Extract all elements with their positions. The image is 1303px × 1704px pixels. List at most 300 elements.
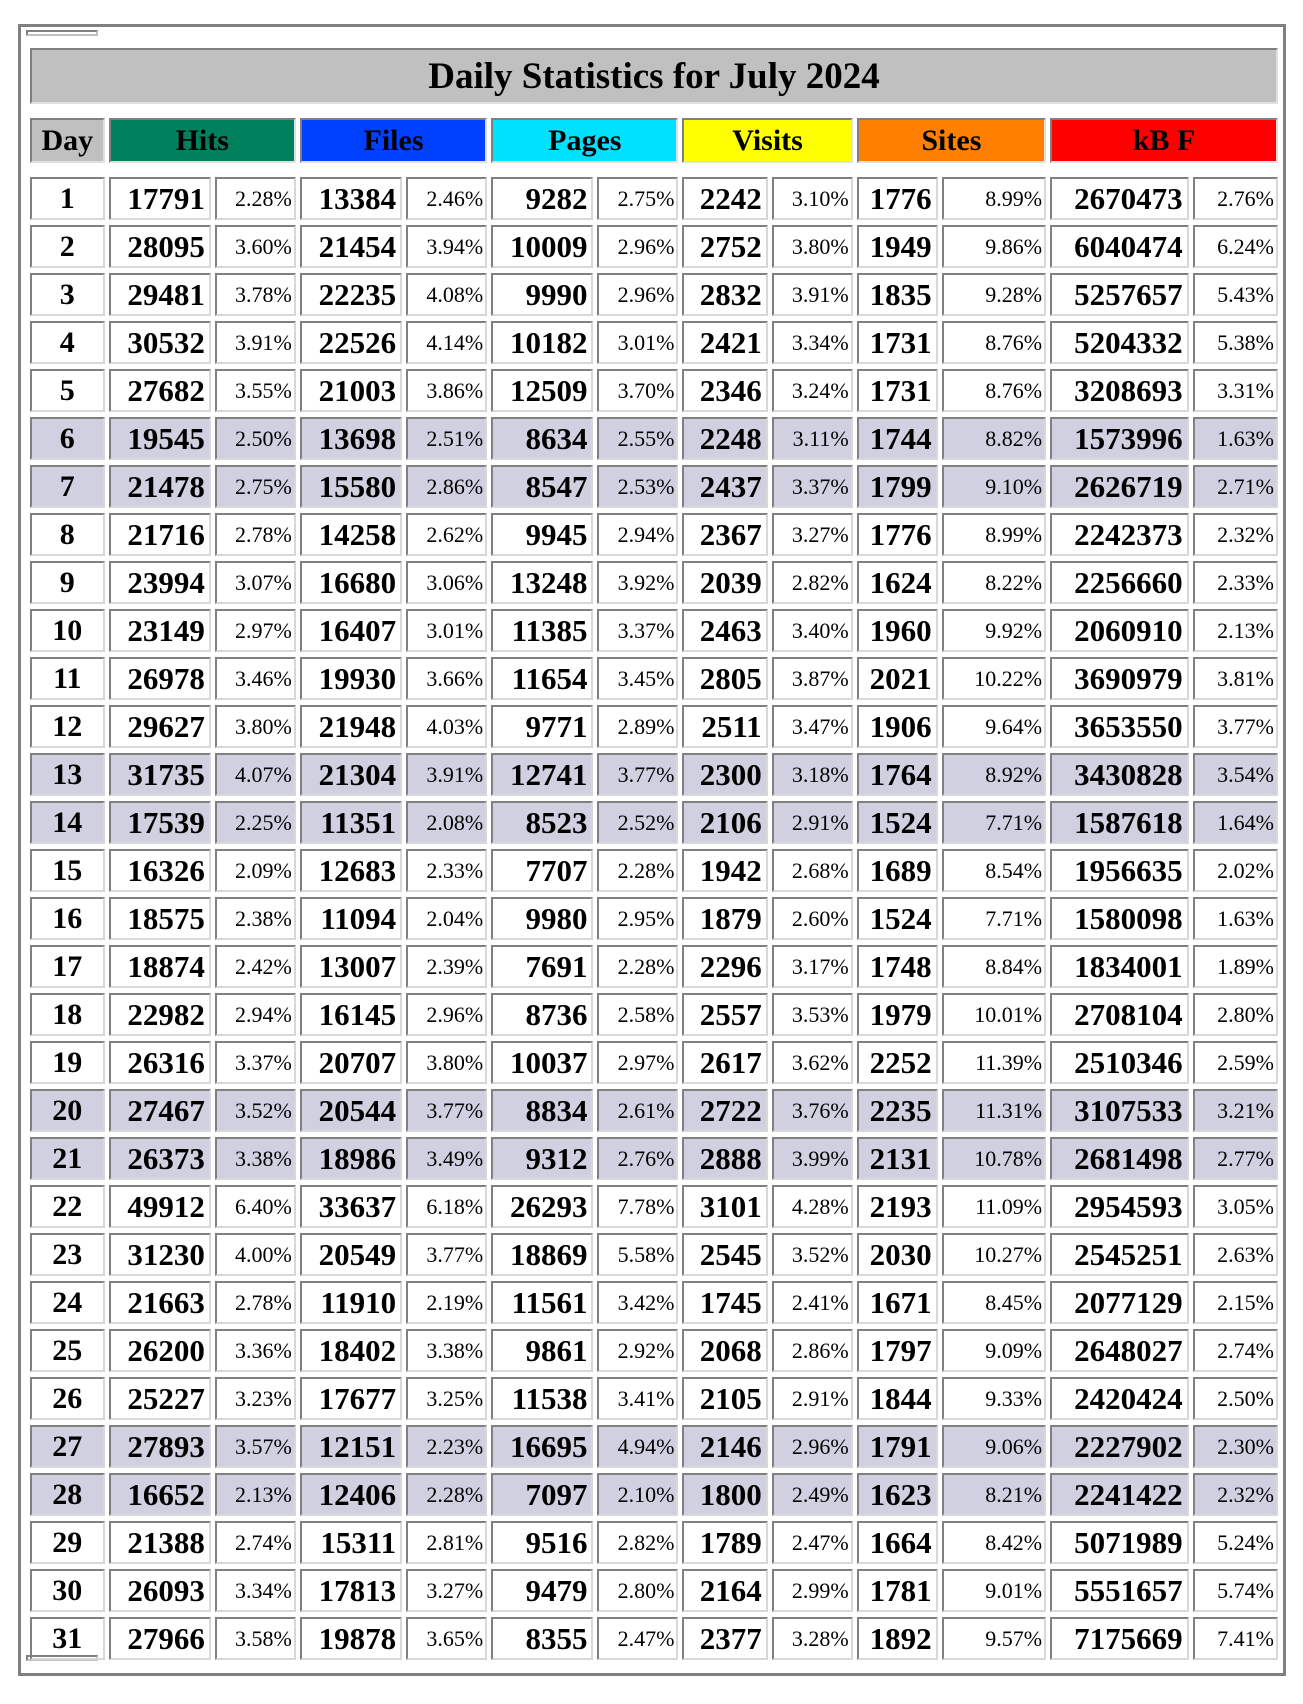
- day-cell: 2: [30, 225, 105, 268]
- pages-cell: 8547: [491, 465, 593, 508]
- sites-pct-cell: 9.92%: [942, 609, 1046, 652]
- pages-pct-cell: 2.75%: [597, 177, 678, 220]
- visits-cell: 2300: [682, 753, 767, 796]
- hits-cell: 23149: [109, 609, 211, 652]
- column-header-kb-f: kB F: [1050, 118, 1278, 163]
- kb-pct-cell: 3.21%: [1193, 1089, 1278, 1132]
- files-cell: 22235: [300, 273, 402, 316]
- hits-pct-cell: 2.78%: [215, 1281, 296, 1324]
- visits-cell: 2106: [682, 801, 767, 844]
- sites-cell: 1776: [857, 513, 938, 556]
- kb-pct-cell: 2.32%: [1193, 1473, 1278, 1516]
- pages-pct-cell: 2.82%: [597, 1521, 678, 1564]
- hits-pct-cell: 4.00%: [215, 1233, 296, 1276]
- files-pct-cell: 3.91%: [406, 753, 487, 796]
- sites-cell: 1835: [857, 273, 938, 316]
- pages-cell: 18869: [491, 1233, 593, 1276]
- table-row: [30, 657, 1278, 700]
- daily-stats-table: [26, 43, 1282, 1665]
- table-row: [30, 417, 1278, 460]
- visits-cell: 2463: [682, 609, 767, 652]
- sites-cell: 2235: [857, 1089, 938, 1132]
- sites-cell: 1731: [857, 321, 938, 364]
- kb-pct-cell: 3.81%: [1193, 657, 1278, 700]
- files-pct-cell: 3.27%: [406, 1569, 487, 1612]
- pages-cell: 9282: [491, 177, 593, 220]
- visits-cell: 2296: [682, 945, 767, 988]
- sites-cell: 1623: [857, 1473, 938, 1516]
- files-cell: 12151: [300, 1425, 402, 1468]
- pages-pct-cell: 3.70%: [597, 369, 678, 412]
- sites-cell: 1524: [857, 897, 938, 940]
- kb-cell: 2681498: [1050, 1137, 1189, 1180]
- day-cell: 19: [30, 1041, 105, 1084]
- sites-pct-cell: 9.57%: [942, 1617, 1046, 1660]
- day-cell: 11: [30, 657, 105, 700]
- sites-cell: 1979: [857, 993, 938, 1036]
- pages-pct-cell: 7.78%: [597, 1185, 678, 1228]
- files-cell: 21454: [300, 225, 402, 268]
- day-cell: 10: [30, 609, 105, 652]
- sites-pct-cell: 9.09%: [942, 1329, 1046, 1372]
- sites-pct-cell: 9.06%: [942, 1425, 1046, 1468]
- table-row: [30, 1521, 1278, 1564]
- sites-pct-cell: 7.71%: [942, 801, 1046, 844]
- visits-cell: 2617: [682, 1041, 767, 1084]
- files-pct-cell: 2.33%: [406, 849, 487, 892]
- kb-pct-cell: 2.30%: [1193, 1425, 1278, 1468]
- pages-pct-cell: 2.52%: [597, 801, 678, 844]
- kb-pct-cell: 1.63%: [1193, 897, 1278, 940]
- visits-cell: 2242: [682, 177, 767, 220]
- files-pct-cell: 2.51%: [406, 417, 487, 460]
- day-cell: 1: [30, 177, 105, 220]
- pages-pct-cell: 2.10%: [597, 1473, 678, 1516]
- table-row: [30, 177, 1278, 220]
- kb-pct-cell: 1.64%: [1193, 801, 1278, 844]
- visits-cell: 2421: [682, 321, 767, 364]
- hits-cell: 21478: [109, 465, 211, 508]
- files-cell: 18402: [300, 1329, 402, 1372]
- table-row: [30, 1569, 1278, 1612]
- visits-cell: 2248: [682, 417, 767, 460]
- hits-cell: 26978: [109, 657, 211, 700]
- pages-cell: 12509: [491, 369, 593, 412]
- pages-cell: 7097: [491, 1473, 593, 1516]
- sites-pct-cell: 9.01%: [942, 1569, 1046, 1612]
- hits-pct-cell: 3.55%: [215, 369, 296, 412]
- pages-pct-cell: 2.89%: [597, 705, 678, 748]
- hits-pct-cell: 3.58%: [215, 1617, 296, 1660]
- kb-cell: 2077129: [1050, 1281, 1189, 1324]
- visits-pct-cell: 3.53%: [772, 993, 853, 1036]
- hits-cell: 25227: [109, 1377, 211, 1420]
- hits-pct-cell: 2.09%: [215, 849, 296, 892]
- files-cell: 13384: [300, 177, 402, 220]
- pages-pct-cell: 2.94%: [597, 513, 678, 556]
- files-pct-cell: 2.46%: [406, 177, 487, 220]
- files-pct-cell: 3.06%: [406, 561, 487, 604]
- files-cell: 18986: [300, 1137, 402, 1180]
- day-cell: 12: [30, 705, 105, 748]
- hits-cell: 29627: [109, 705, 211, 748]
- files-cell: 16407: [300, 609, 402, 652]
- pages-pct-cell: 2.76%: [597, 1137, 678, 1180]
- visits-pct-cell: 2.91%: [772, 801, 853, 844]
- visits-pct-cell: 2.49%: [772, 1473, 853, 1516]
- files-pct-cell: 3.65%: [406, 1617, 487, 1660]
- table-row: [30, 705, 1278, 748]
- pages-cell: 9771: [491, 705, 593, 748]
- visits-pct-cell: 3.40%: [772, 609, 853, 652]
- sites-pct-cell: 8.82%: [942, 417, 1046, 460]
- table-row: [30, 753, 1278, 796]
- pages-pct-cell: 2.92%: [597, 1329, 678, 1372]
- pages-cell: 10182: [491, 321, 593, 364]
- files-cell: 13698: [300, 417, 402, 460]
- visits-pct-cell: 3.76%: [772, 1089, 853, 1132]
- files-cell: 13007: [300, 945, 402, 988]
- column-header-hits: Hits: [109, 118, 296, 163]
- kb-cell: 2626719: [1050, 465, 1189, 508]
- kb-pct-cell: 5.74%: [1193, 1569, 1278, 1612]
- files-cell: 17813: [300, 1569, 402, 1612]
- pages-pct-cell: 2.95%: [597, 897, 678, 940]
- kb-cell: 2256660: [1050, 561, 1189, 604]
- hits-cell: 26200: [109, 1329, 211, 1372]
- visits-cell: 2557: [682, 993, 767, 1036]
- day-cell: 28: [30, 1473, 105, 1516]
- table-row: [30, 1473, 1278, 1516]
- hits-pct-cell: 2.38%: [215, 897, 296, 940]
- kb-pct-cell: 1.89%: [1193, 945, 1278, 988]
- files-cell: 16145: [300, 993, 402, 1036]
- hits-cell: 21663: [109, 1281, 211, 1324]
- hits-pct-cell: 2.13%: [215, 1473, 296, 1516]
- hits-cell: 16326: [109, 849, 211, 892]
- hits-cell: 28095: [109, 225, 211, 268]
- kb-cell: 6040474: [1050, 225, 1189, 268]
- files-cell: 19930: [300, 657, 402, 700]
- table-row: [30, 801, 1278, 844]
- visits-cell: 2346: [682, 369, 767, 412]
- table-row: [30, 897, 1278, 940]
- hits-cell: 18575: [109, 897, 211, 940]
- hits-pct-cell: 2.75%: [215, 465, 296, 508]
- hits-cell: 21716: [109, 513, 211, 556]
- kb-cell: 2510346: [1050, 1041, 1189, 1084]
- files-pct-cell: 4.14%: [406, 321, 487, 364]
- kb-cell: 1834001: [1050, 945, 1189, 988]
- sites-pct-cell: 9.86%: [942, 225, 1046, 268]
- hits-pct-cell: 2.74%: [215, 1521, 296, 1564]
- visits-pct-cell: 3.52%: [772, 1233, 853, 1276]
- files-cell: 20549: [300, 1233, 402, 1276]
- sites-pct-cell: 8.76%: [942, 321, 1046, 364]
- sites-pct-cell: 11.31%: [942, 1089, 1046, 1132]
- hits-pct-cell: 4.07%: [215, 753, 296, 796]
- pages-cell: 11538: [491, 1377, 593, 1420]
- day-cell: 31: [30, 1617, 105, 1660]
- kb-pct-cell: 2.33%: [1193, 561, 1278, 604]
- table-row: [30, 1281, 1278, 1324]
- hits-cell: 27682: [109, 369, 211, 412]
- sites-pct-cell: 8.21%: [942, 1473, 1046, 1516]
- kb-cell: 2420424: [1050, 1377, 1189, 1420]
- sites-cell: 1781: [857, 1569, 938, 1612]
- pages-cell: 10009: [491, 225, 593, 268]
- day-cell: 6: [30, 417, 105, 460]
- visits-cell: 1800: [682, 1473, 767, 1516]
- table-row: [30, 225, 1278, 268]
- visits-cell: 2752: [682, 225, 767, 268]
- files-cell: 12406: [300, 1473, 402, 1516]
- kb-pct-cell: 2.32%: [1193, 513, 1278, 556]
- visits-cell: 1942: [682, 849, 767, 892]
- day-cell: 9: [30, 561, 105, 604]
- pages-cell: 8634: [491, 417, 593, 460]
- kb-pct-cell: 2.50%: [1193, 1377, 1278, 1420]
- visits-pct-cell: 2.68%: [772, 849, 853, 892]
- table-row: [30, 1425, 1278, 1468]
- visits-pct-cell: 3.91%: [772, 273, 853, 316]
- table-top-spacer: [26, 30, 98, 36]
- day-cell: 24: [30, 1281, 105, 1324]
- kb-cell: 3208693: [1050, 369, 1189, 412]
- column-header-files: Files: [300, 118, 487, 163]
- day-cell: 26: [30, 1377, 105, 1420]
- hits-cell: 19545: [109, 417, 211, 460]
- pages-pct-cell: 3.37%: [597, 609, 678, 652]
- pages-pct-cell: 2.96%: [597, 273, 678, 316]
- kb-pct-cell: 3.54%: [1193, 753, 1278, 796]
- hits-cell: 27467: [109, 1089, 211, 1132]
- visits-pct-cell: 3.18%: [772, 753, 853, 796]
- kb-cell: 3430828: [1050, 753, 1189, 796]
- pages-cell: 9945: [491, 513, 593, 556]
- sites-pct-cell: 8.45%: [942, 1281, 1046, 1324]
- kb-cell: 3107533: [1050, 1089, 1189, 1132]
- hits-pct-cell: 2.50%: [215, 417, 296, 460]
- sites-cell: 1764: [857, 753, 938, 796]
- hits-cell: 27966: [109, 1617, 211, 1660]
- files-pct-cell: 3.86%: [406, 369, 487, 412]
- pages-cell: 8834: [491, 1089, 593, 1132]
- files-cell: 22526: [300, 321, 402, 364]
- kb-pct-cell: 3.31%: [1193, 369, 1278, 412]
- table-row: [30, 609, 1278, 652]
- files-cell: 21948: [300, 705, 402, 748]
- pages-pct-cell: 2.47%: [597, 1617, 678, 1660]
- kb-cell: 5257657: [1050, 273, 1189, 316]
- hits-pct-cell: 3.38%: [215, 1137, 296, 1180]
- files-pct-cell: 3.01%: [406, 609, 487, 652]
- sites-pct-cell: 9.33%: [942, 1377, 1046, 1420]
- hits-cell: 23994: [109, 561, 211, 604]
- files-pct-cell: 6.18%: [406, 1185, 487, 1228]
- pages-cell: 9990: [491, 273, 593, 316]
- table-row: [30, 1137, 1278, 1180]
- kb-pct-cell: 2.59%: [1193, 1041, 1278, 1084]
- sites-pct-cell: 8.84%: [942, 945, 1046, 988]
- files-pct-cell: 3.38%: [406, 1329, 487, 1372]
- pages-pct-cell: 2.28%: [597, 849, 678, 892]
- pages-pct-cell: 5.58%: [597, 1233, 678, 1276]
- hits-pct-cell: 3.57%: [215, 1425, 296, 1468]
- table-row: [30, 945, 1278, 988]
- files-pct-cell: 2.39%: [406, 945, 487, 988]
- files-cell: 15311: [300, 1521, 402, 1564]
- stats-body: [30, 177, 1278, 1660]
- visits-cell: 2146: [682, 1425, 767, 1468]
- day-cell: 20: [30, 1089, 105, 1132]
- sites-pct-cell: 9.28%: [942, 273, 1046, 316]
- table-row: [30, 1329, 1278, 1372]
- kb-pct-cell: 3.77%: [1193, 705, 1278, 748]
- sites-cell: 1731: [857, 369, 938, 412]
- column-header-sites: Sites: [857, 118, 1046, 163]
- hits-pct-cell: 6.40%: [215, 1185, 296, 1228]
- visits-pct-cell: 3.28%: [772, 1617, 853, 1660]
- kb-cell: 2227902: [1050, 1425, 1189, 1468]
- pages-cell: 8523: [491, 801, 593, 844]
- day-cell: 3: [30, 273, 105, 316]
- hits-cell: 22982: [109, 993, 211, 1036]
- files-pct-cell: 2.62%: [406, 513, 487, 556]
- kb-pct-cell: 2.74%: [1193, 1329, 1278, 1372]
- kb-pct-cell: 3.05%: [1193, 1185, 1278, 1228]
- hits-cell: 30532: [109, 321, 211, 364]
- sites-pct-cell: 10.22%: [942, 657, 1046, 700]
- table-row: [30, 369, 1278, 412]
- pages-pct-cell: 3.92%: [597, 561, 678, 604]
- pages-cell: 9516: [491, 1521, 593, 1564]
- sites-cell: 2252: [857, 1041, 938, 1084]
- kb-pct-cell: 5.24%: [1193, 1521, 1278, 1564]
- pages-cell: 9479: [491, 1569, 593, 1612]
- sites-cell: 1960: [857, 609, 938, 652]
- files-cell: 11094: [300, 897, 402, 940]
- hits-cell: 26316: [109, 1041, 211, 1084]
- day-cell: 22: [30, 1185, 105, 1228]
- visits-cell: 3101: [682, 1185, 767, 1228]
- sites-pct-cell: 7.71%: [942, 897, 1046, 940]
- pages-pct-cell: 2.58%: [597, 993, 678, 1036]
- kb-cell: 5204332: [1050, 321, 1189, 364]
- sites-pct-cell: 11.09%: [942, 1185, 1046, 1228]
- pages-cell: 13248: [491, 561, 593, 604]
- files-pct-cell: 3.66%: [406, 657, 487, 700]
- files-cell: 20544: [300, 1089, 402, 1132]
- pages-pct-cell: 2.53%: [597, 465, 678, 508]
- sites-pct-cell: 9.10%: [942, 465, 1046, 508]
- files-cell: 11910: [300, 1281, 402, 1324]
- hits-pct-cell: 2.78%: [215, 513, 296, 556]
- visits-cell: 2722: [682, 1089, 767, 1132]
- day-cell: 23: [30, 1233, 105, 1276]
- kb-cell: 7175669: [1050, 1617, 1189, 1660]
- pages-pct-cell: 3.41%: [597, 1377, 678, 1420]
- hits-pct-cell: 3.36%: [215, 1329, 296, 1372]
- day-cell: 27: [30, 1425, 105, 1468]
- kb-cell: 2670473: [1050, 177, 1189, 220]
- kb-cell: 5551657: [1050, 1569, 1189, 1612]
- files-pct-cell: 3.77%: [406, 1233, 487, 1276]
- files-pct-cell: 2.96%: [406, 993, 487, 1036]
- table-row: [30, 561, 1278, 604]
- visits-cell: 1789: [682, 1521, 767, 1564]
- visits-pct-cell: 3.34%: [772, 321, 853, 364]
- kb-pct-cell: 1.63%: [1193, 417, 1278, 460]
- sites-pct-cell: 8.99%: [942, 513, 1046, 556]
- visits-cell: 1879: [682, 897, 767, 940]
- pages-cell: 9861: [491, 1329, 593, 1372]
- day-cell: 14: [30, 801, 105, 844]
- visits-cell: 2377: [682, 1617, 767, 1660]
- visits-cell: 2832: [682, 273, 767, 316]
- day-cell: 30: [30, 1569, 105, 1612]
- files-pct-cell: 2.28%: [406, 1473, 487, 1516]
- hits-pct-cell: 3.07%: [215, 561, 296, 604]
- hits-pct-cell: 3.91%: [215, 321, 296, 364]
- sites-pct-cell: 10.01%: [942, 993, 1046, 1036]
- sites-pct-cell: 8.42%: [942, 1521, 1046, 1564]
- hits-cell: 49912: [109, 1185, 211, 1228]
- kb-pct-cell: 2.77%: [1193, 1137, 1278, 1180]
- table-row: [30, 321, 1278, 364]
- files-cell: 19878: [300, 1617, 402, 1660]
- kb-cell: 1580098: [1050, 897, 1189, 940]
- hits-pct-cell: 3.80%: [215, 705, 296, 748]
- sites-cell: 2021: [857, 657, 938, 700]
- column-header-row: [30, 118, 1278, 163]
- files-pct-cell: 2.08%: [406, 801, 487, 844]
- visits-pct-cell: 2.47%: [772, 1521, 853, 1564]
- hits-pct-cell: 3.78%: [215, 273, 296, 316]
- visits-pct-cell: 2.41%: [772, 1281, 853, 1324]
- day-cell: 5: [30, 369, 105, 412]
- visits-pct-cell: 3.37%: [772, 465, 853, 508]
- pages-pct-cell: 2.97%: [597, 1041, 678, 1084]
- files-pct-cell: 2.23%: [406, 1425, 487, 1468]
- hits-pct-cell: 3.46%: [215, 657, 296, 700]
- column-header-day: Day: [30, 118, 105, 163]
- visits-cell: 2437: [682, 465, 767, 508]
- sites-pct-cell: 10.27%: [942, 1233, 1046, 1276]
- hits-cell: 31735: [109, 753, 211, 796]
- kb-cell: 2954593: [1050, 1185, 1189, 1228]
- hits-cell: 18874: [109, 945, 211, 988]
- kb-cell: 3653550: [1050, 705, 1189, 748]
- visits-cell: 2164: [682, 1569, 767, 1612]
- sites-pct-cell: 11.39%: [942, 1041, 1046, 1084]
- visits-pct-cell: 2.82%: [772, 561, 853, 604]
- kb-pct-cell: 2.13%: [1193, 609, 1278, 652]
- pages-pct-cell: 2.80%: [597, 1569, 678, 1612]
- hits-pct-cell: 2.25%: [215, 801, 296, 844]
- hits-pct-cell: 2.28%: [215, 177, 296, 220]
- pages-cell: 7707: [491, 849, 593, 892]
- table-row: [30, 849, 1278, 892]
- pages-pct-cell: 3.77%: [597, 753, 678, 796]
- sites-pct-cell: 8.54%: [942, 849, 1046, 892]
- pages-pct-cell: 3.42%: [597, 1281, 678, 1324]
- table-row: [30, 1233, 1278, 1276]
- sites-cell: 1949: [857, 225, 938, 268]
- kb-pct-cell: 5.38%: [1193, 321, 1278, 364]
- day-cell: 13: [30, 753, 105, 796]
- kb-pct-cell: 2.15%: [1193, 1281, 1278, 1324]
